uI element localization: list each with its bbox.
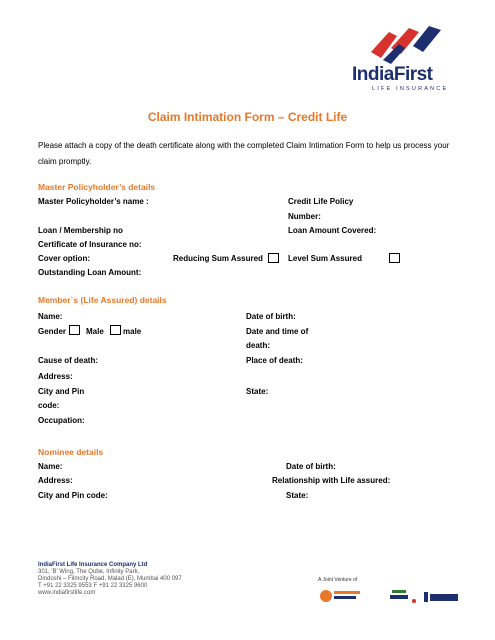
occupation-label: Occupation: [38,416,85,425]
footer-website[interactable]: www.indiafirstlife.com [38,590,96,596]
loan-amount-label: Loan Amount Covered: [288,226,377,235]
brand-name: IndiaFirst [352,64,433,85]
male-label: Male [86,327,104,336]
member-state-label: State: [246,387,269,396]
member-name-label: Name: [38,312,63,321]
brand-tagline: LIFE INSURANCE [372,86,449,92]
certificate-label: Certificate of Insurance no: [38,240,142,249]
reducing-sum-checkbox[interactable] [268,253,279,263]
level-sum-checkbox[interactable] [389,253,400,263]
footer-company: IndiaFirst Life Insurance Company Ltd [38,562,148,568]
policy-number-label-line1: Credit Life Policy [288,197,354,206]
footer-address [38,562,182,597]
form-intro: Please attach a copy of the death certificate along with the completed Claim Intimation Form to help us process your claim promptly. [38,141,450,166]
joint-venture-label: A Joint Venture of [318,577,358,583]
footer-line3: T +91 22 3325 9553 F +91 22 3325 9600 [38,583,148,589]
nominee-city-label: City and Pin code: [38,491,108,500]
city-pin-label-line2: code: [38,401,60,410]
member-dob-label: Date of birth: [246,312,296,321]
nominee-address-label: Address: [38,476,73,485]
nominee-dob-label: Date of birth: [286,462,336,471]
nominee-name-label: Name: [38,462,63,471]
partner-logos-icon [318,583,468,607]
male-checkbox[interactable] [69,325,80,335]
footer-line2: Dindoshi – Filmcity Road, Malad (E), Mumbai 400 097 [38,576,182,582]
female-label: male [123,327,142,336]
cause-of-death-label: Cause of death: [38,356,99,365]
policy-number-label-line2: Number: [288,212,321,221]
relationship-label: Relationship with Life assured: [272,476,391,485]
date-time-death-label-line2: death: [246,341,270,350]
place-of-death-label: Place of death: [246,356,303,365]
form-title: Claim Intimation Form – Credit Life [147,110,348,124]
member-address-label: Address: [38,372,73,381]
joint-venture-partners [318,577,468,607]
nominee-section-heading: Nominee details [38,447,104,457]
date-time-death-label-line1: Date and time of [246,327,309,336]
footer-line1: 301, 'B' Wing, The Qube, Infinity Park, [38,569,140,575]
cover-option-label: Cover option: [38,254,90,263]
indiafirst-logo-mark-icon [369,22,447,66]
female-checkbox[interactable] [110,325,121,335]
outstanding-loan-label: Outstanding Loan Amount: [38,268,142,277]
master-name-label: Master Policyholder’s name : [38,197,149,206]
reducing-sum-label: Reducing Sum Assured [173,254,263,263]
loan-membership-label: Loan / Membership no [38,226,123,235]
member-section-heading: Member`s (Life Assured) details [38,295,167,305]
nominee-state-label: State: [286,491,309,500]
level-sum-label: Level Sum Assured [288,254,362,263]
city-pin-label-line1: City and Pin [38,387,85,396]
master-section-heading: Master Policyholder’s details [38,182,156,192]
gender-label: Gender [38,327,67,336]
